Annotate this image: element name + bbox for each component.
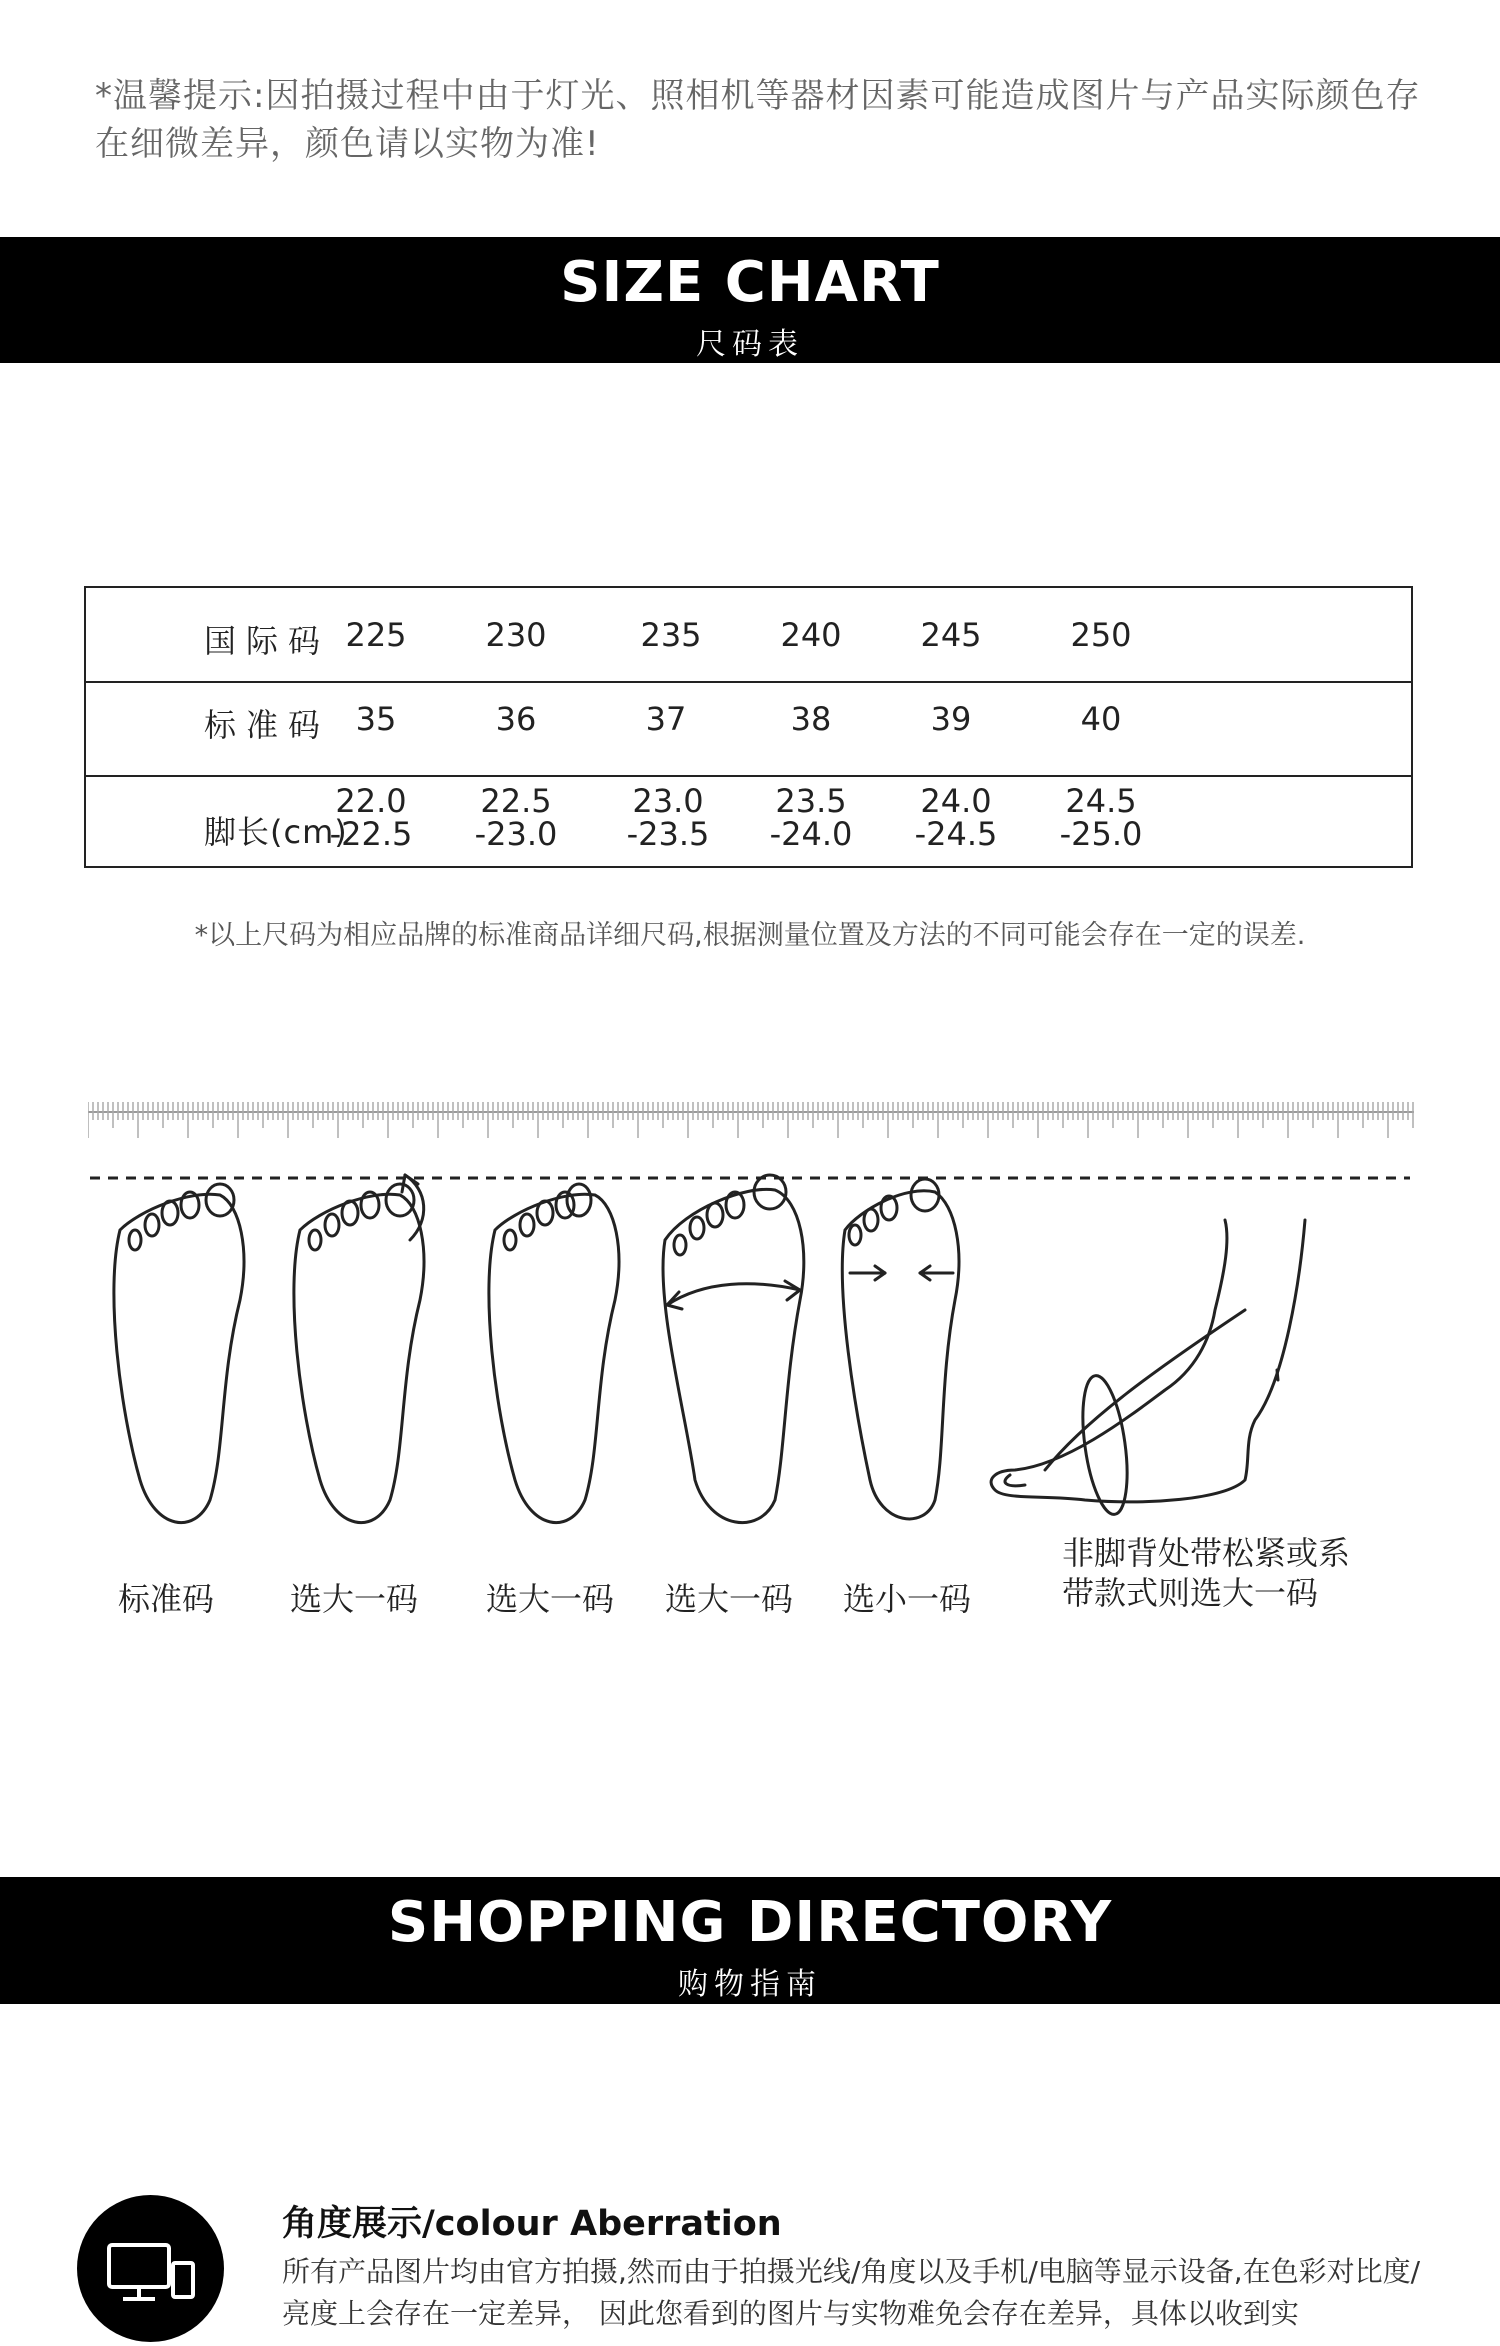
table-cell: 36 bbox=[495, 700, 537, 738]
row-label: 国际码 bbox=[204, 622, 331, 660]
monitor-phone-icon bbox=[77, 2195, 224, 2342]
foot-side-view bbox=[991, 1220, 1305, 1517]
table-cell: 22.5 -23.0 bbox=[474, 782, 558, 853]
directory-section-title: 角度展示/colour Aberration bbox=[282, 2204, 782, 2244]
table-cell: 39 bbox=[930, 700, 972, 738]
table-row bbox=[86, 588, 1411, 683]
table-cell: 225 bbox=[345, 616, 407, 654]
table-cell: 235 bbox=[640, 616, 702, 654]
table-row bbox=[86, 777, 1411, 870]
row-label: 标准码 bbox=[204, 706, 331, 744]
foot-label: 标准码 bbox=[118, 1580, 215, 1618]
foot-label: 选大一码 bbox=[665, 1580, 794, 1618]
shopping-directory-banner bbox=[0, 1877, 1500, 2004]
size-chart-title: SIZE CHART bbox=[560, 250, 940, 315]
table-cell: 23.5 -24.0 bbox=[769, 782, 853, 853]
size-chart-banner bbox=[0, 237, 1500, 363]
foot-label: 选大一码 bbox=[290, 1580, 419, 1618]
table-cell: 240 bbox=[780, 616, 842, 654]
foot-narrow bbox=[842, 1179, 959, 1519]
table-cell: 24.0 -24.5 bbox=[914, 782, 998, 853]
size-chart-subtitle: 尺码表 bbox=[696, 327, 804, 362]
table-cell: 24.5 -25.0 bbox=[1059, 782, 1143, 853]
foot-label: 选大一码 bbox=[486, 1580, 615, 1618]
foot-wide bbox=[663, 1175, 804, 1523]
shopping-directory-subtitle: 购物指南 bbox=[678, 1967, 822, 2002]
size-table bbox=[84, 586, 1413, 868]
table-row bbox=[86, 683, 1411, 777]
shopping-directory-title: SHOPPING DIRECTORY bbox=[387, 1890, 1113, 1955]
table-cell: 245 bbox=[920, 616, 982, 654]
foot-side-caption bbox=[1062, 1533, 1350, 1613]
foot-measure-illustration bbox=[80, 1160, 1420, 1540]
directory-section-text: 所有产品图片均由官方拍摄,然而由于拍摄光线/角度以及手机/电脑等显示设备,在色彩对比度/亮度上会存在一定差异， 因此您看到的图片与实物难免会存在差异，具体以收到实 bbox=[282, 2255, 1421, 2330]
table-cell: 35 bbox=[355, 700, 397, 738]
foot-long-toe bbox=[294, 1175, 424, 1523]
foot-standard-2 bbox=[489, 1184, 619, 1523]
ruler-illustration bbox=[88, 1102, 1414, 1142]
row-label: 脚长(cm) bbox=[204, 813, 348, 851]
table-cell: 40 bbox=[1080, 700, 1122, 738]
foot-label: 选小一码 bbox=[843, 1580, 972, 1618]
table-cell: 230 bbox=[485, 616, 547, 654]
table-cell: 37 bbox=[645, 700, 687, 738]
foot-side-caption-line1: 非脚背处带松紧或系 bbox=[1062, 1534, 1351, 1572]
table-cell: 23.0 -23.5 bbox=[626, 782, 710, 853]
color-notice: *温馨提示:因拍摄过程中由于灯光、照相机等器材因素可能造成图片与产品实际颜色存在细微差异，颜色请以实物为准! bbox=[95, 76, 1421, 164]
table-cell: 22.0 -22.5 bbox=[329, 782, 413, 853]
table-cell: 38 bbox=[790, 700, 832, 738]
table-cell: 250 bbox=[1070, 616, 1132, 654]
foot-side-caption-line2: 带款式则选大一码 bbox=[1062, 1574, 1319, 1612]
foot-standard bbox=[114, 1184, 244, 1523]
table-note: *以上尺码为相应品牌的标准商品详细尺码,根据测量位置及方法的不同可能会存在一定的误差. bbox=[194, 920, 1306, 951]
